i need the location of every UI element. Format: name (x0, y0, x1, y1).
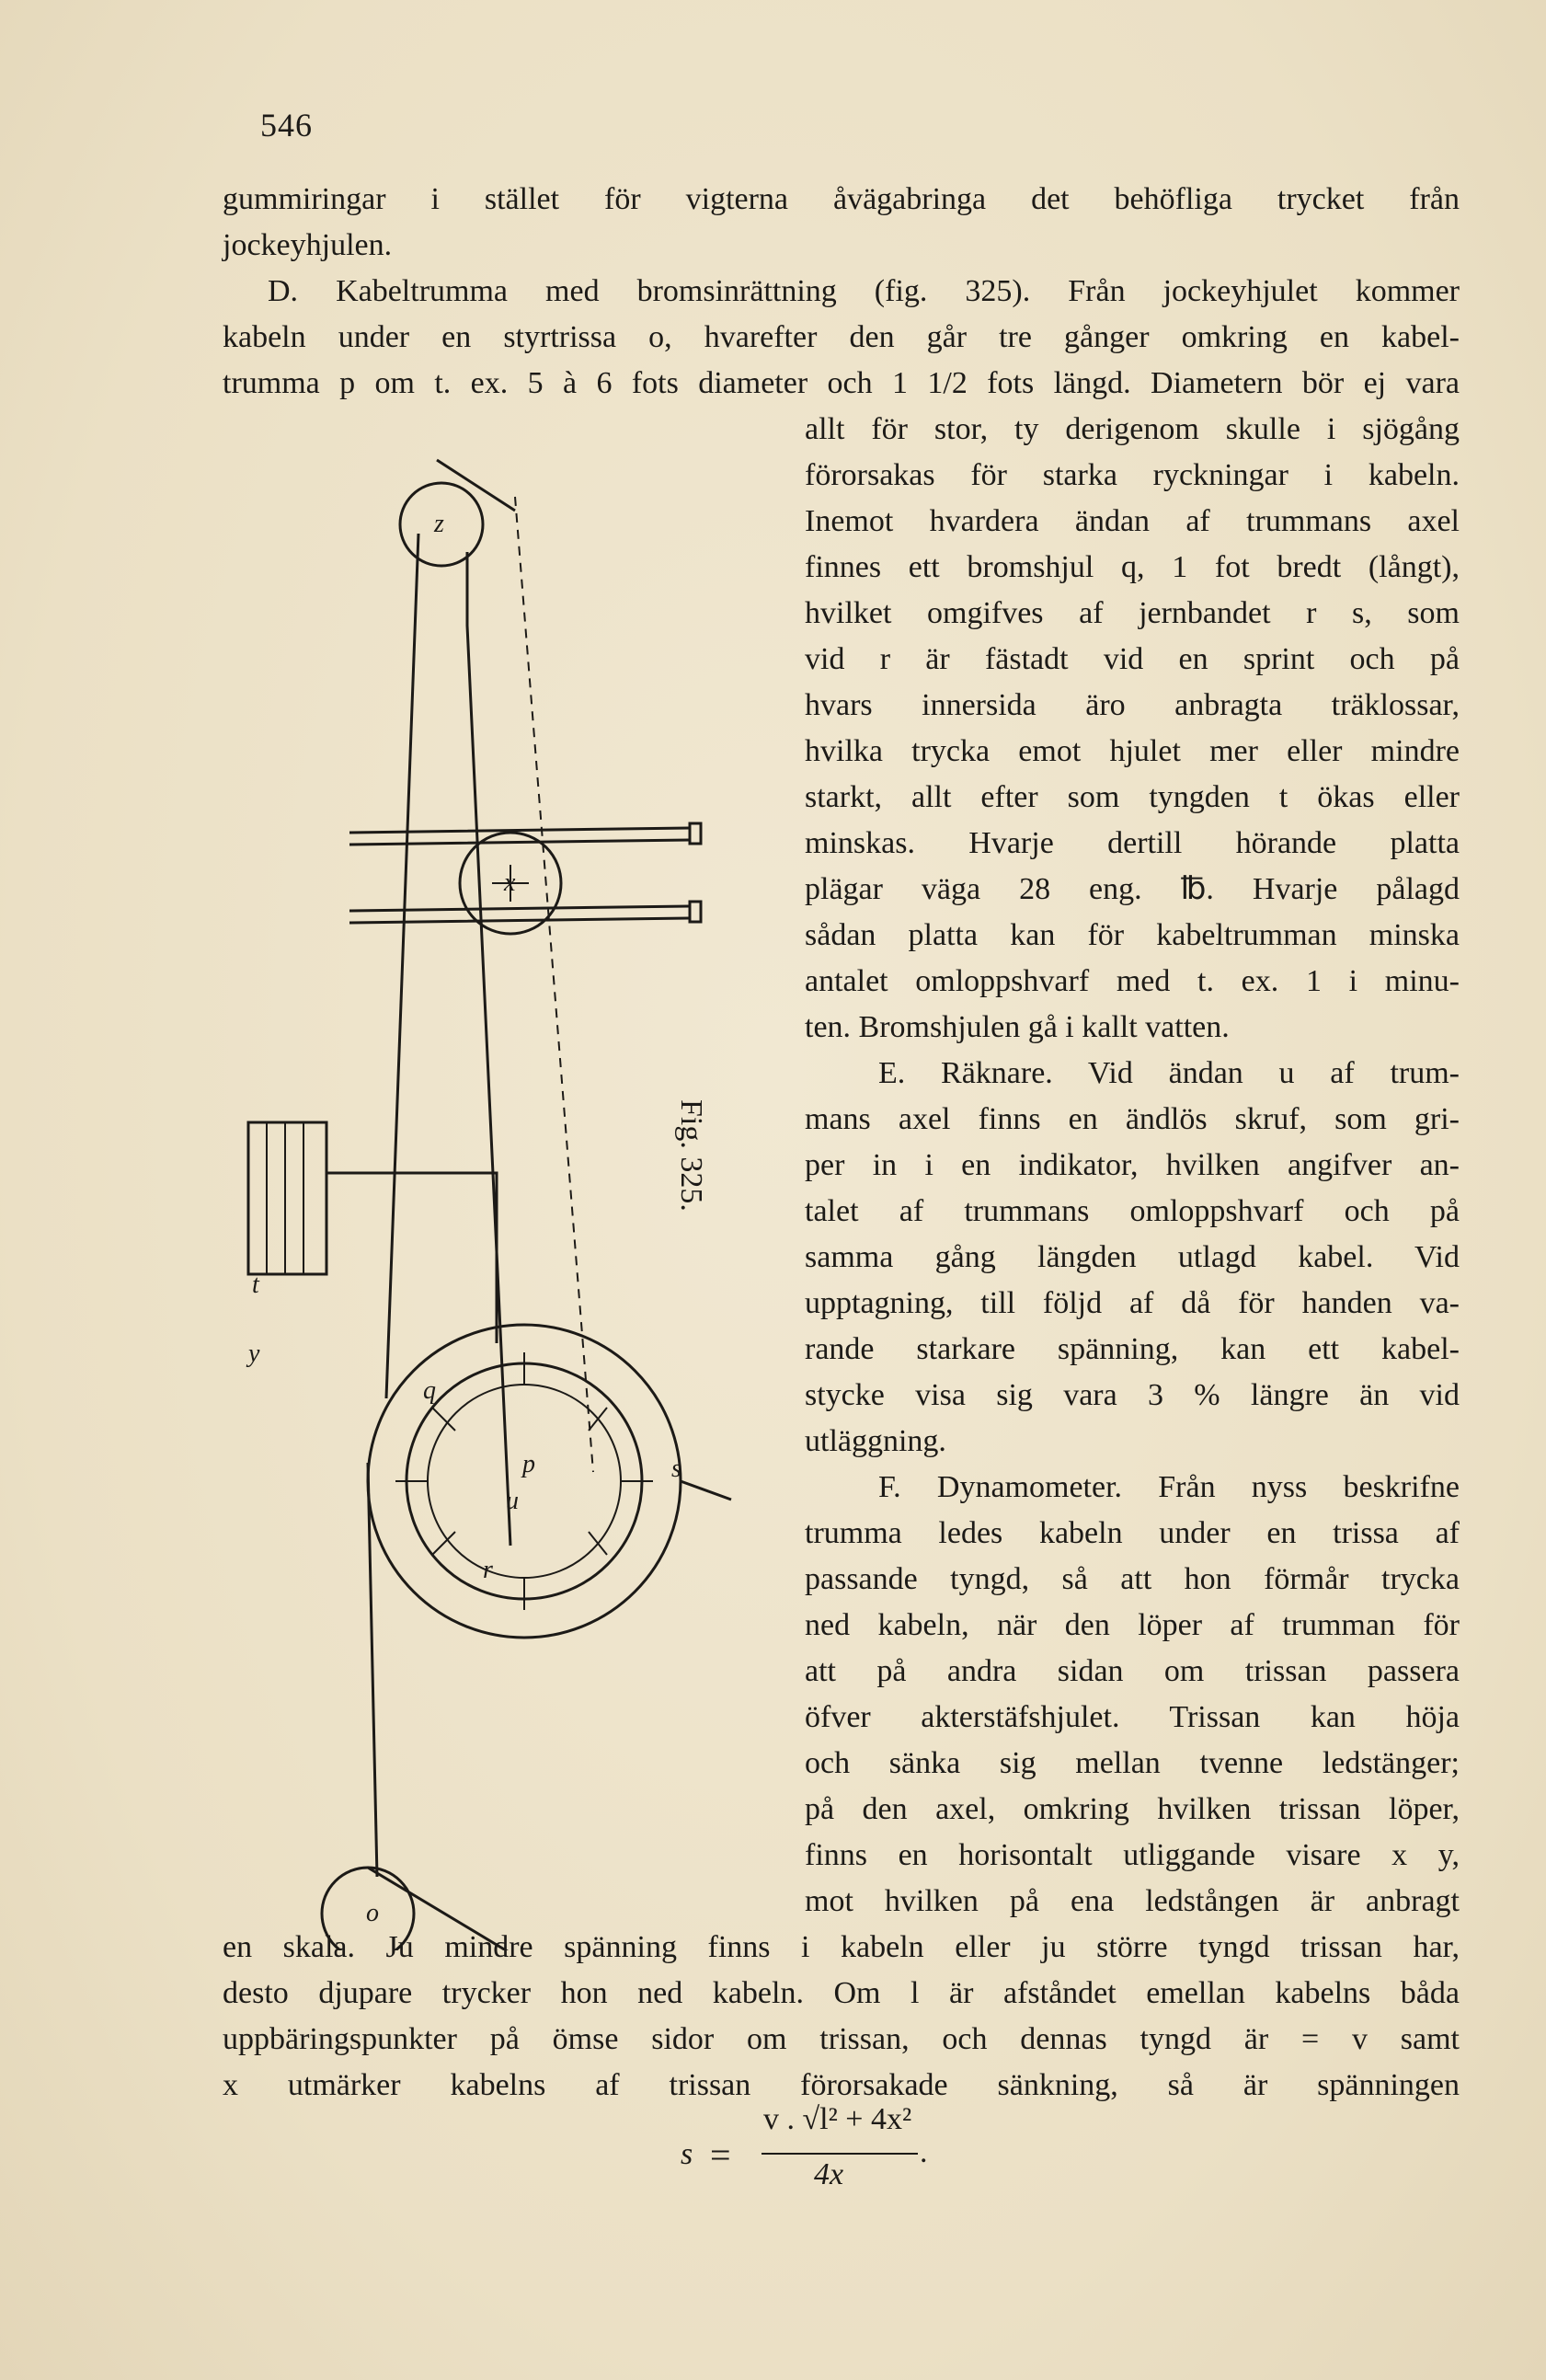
text-line: stycke visa sig vara 3 % längre än vid (805, 1378, 1460, 1412)
text-line: E. Räknare. Vid ändan u af trum- (878, 1056, 1460, 1090)
text-line: allt för stor, ty derigenom skulle i sjögång (805, 412, 1460, 446)
label-r: r (483, 1556, 493, 1584)
text-line: jockeyhjulen. (223, 228, 393, 262)
figure-caption: Fig. 325. (674, 1099, 708, 1212)
label-o: o (366, 1899, 379, 1927)
text-line: D. Kabeltrumma med bromsinrättning (fig. 325). Från jockeyhjulet kommer (268, 274, 1460, 308)
text-line: hvilka trycka emot hjulet mer eller mindre (805, 734, 1460, 768)
text-line: finnes ett bromshjul q, 1 fot bredt (långt), (805, 550, 1460, 584)
formula-lhs: s (681, 2137, 693, 2171)
text-line: hvars innersida äro anbragta träklossar, (805, 688, 1460, 722)
text-line: talet af trummans omloppshvarf och på (805, 1194, 1460, 1228)
text-line: utläggning. (805, 1424, 946, 1458)
text-line: Inemot hvardera ändan af trummans axel (805, 504, 1460, 538)
formula-numerator: v . √l² + 4x² (763, 2102, 912, 2136)
text-line: mot hvilken på ena ledstången är anbragt (805, 1884, 1460, 1918)
fraction-bar (762, 2153, 918, 2155)
text-line: en skala. Ju mindre spänning finns i kabeln eller ju större tyngd trissan har, (223, 1930, 1460, 1964)
text-line: antalet omloppshvarf med t. ex. 1 i minu- (805, 964, 1460, 998)
text-line: gummiringar i stället för vigterna åvägabringa det behöfliga trycket från (223, 182, 1460, 216)
formula-equals: = (710, 2134, 731, 2176)
text-line: öfver akterstäfshjulet. Trissan kan höja (805, 1700, 1460, 1734)
text-line: trumma ledes kabeln under en trissa af (805, 1516, 1460, 1550)
label-t: t (252, 1270, 259, 1299)
text-line: ned kabeln, när den löper af trumman för (805, 1608, 1460, 1642)
text-line: ten. Bromshjulen gå i kallt vatten. (805, 1010, 1230, 1044)
label-z: z (434, 510, 444, 538)
label-u: u (506, 1487, 519, 1515)
figure-325-cable-drum-diagram (230, 442, 800, 1950)
label-s: s (671, 1454, 681, 1483)
text-line: förorsakas för starka ryckningar i kabeln. (805, 458, 1460, 492)
text-line: passande tyngd, så att hon förmår trycka (805, 1562, 1460, 1596)
text-line: kabeln under en styrtrissa o, hvarefter den går tre gånger omkring en kabel- (223, 320, 1460, 354)
label-q: q (423, 1376, 436, 1405)
text-line: F. Dynamometer. Från nyss beskrifne (878, 1470, 1460, 1504)
label-x: x (504, 868, 516, 897)
text-line: desto djupare trycker hon ned kabeln. Om l är afståndet emellan kabelns båda (223, 1976, 1460, 2010)
formula-period: . (920, 2135, 928, 2169)
text-line: trumma p om t. ex. 5 à 6 fots diameter och 1 1/2 fots längd. Diametern bör ej vara (223, 366, 1460, 400)
text-line: och sänka sig mellan tvenne ledstänger; (805, 1746, 1460, 1780)
text-line: upptagning, till följd af då för handen va- (805, 1286, 1460, 1320)
text-line: starkt, allt efter som tyngden t ökas eller (805, 780, 1460, 814)
text-line: plägar väga 28 eng. ℔. Hvarje pålagd (805, 872, 1460, 906)
text-line: hvilket omgifves af jernbandet r s, som (805, 596, 1460, 630)
text-line: på den axel, omkring hvilken trissan löper, (805, 1792, 1460, 1826)
text-line: samma gång längden utlagd kabel. Vid (805, 1240, 1460, 1274)
text-line: vid r är fästadt vid en sprint och på (805, 642, 1460, 676)
label-p: p (522, 1450, 535, 1478)
text-line: mans axel finns en ändlös skruf, som gri- (805, 1102, 1460, 1136)
text-line: minskas. Hvarje dertill hörande platta (805, 826, 1460, 860)
text-line: x utmärker kabelns af trissan förorsakade sänkning, så är spänningen (223, 2068, 1460, 2102)
text-line: rande starkare spänning, kan ett kabel- (805, 1332, 1460, 1366)
page-number: 546 (260, 107, 313, 144)
text-line: finns en horisontalt utliggande visare x y, (805, 1838, 1460, 1872)
text-line: uppbäringspunkter på ömse sidor om trissan, och dennas tyngd är = v samt (223, 2022, 1460, 2056)
text-line: sådan platta kan för kabeltrumman minska (805, 918, 1460, 952)
tension-formula (681, 2102, 1012, 2203)
formula-denominator: 4x (814, 2157, 844, 2191)
cable-drum-drawing (230, 442, 800, 1950)
text-line: att på andra sidan om trissan passera (805, 1654, 1460, 1688)
text-line: per in i en indikator, hvilken angifver an- (805, 1148, 1460, 1182)
label-y: y (248, 1339, 260, 1368)
